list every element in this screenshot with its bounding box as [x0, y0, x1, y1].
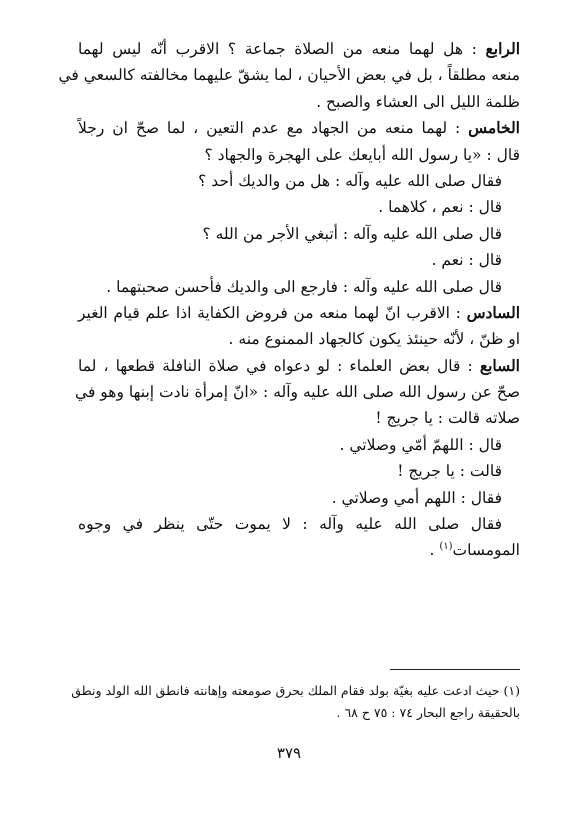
text-span: صلاته قالت : يا جريج ! — [375, 409, 520, 428]
text-span: : قال بعض العلماء : لو دعواه في صلاة النافلة قطعها ، لما — [78, 356, 473, 375]
text-line — [78, 432, 520, 458]
section-heading: الخامس — [468, 118, 520, 138]
text-span: قال صلى الله عليه وآله : أتبغي الأجر من الله ؟ — [202, 224, 502, 243]
page-number: ٣٧٩ — [276, 744, 302, 762]
section-heading: الرابع — [485, 39, 520, 58]
text-line — [78, 326, 520, 352]
text-line — [78, 221, 520, 247]
text-span: منعه مطلقاً ، بل في بعض الأحيان ، لما يشقّ عليهما مخالفته كالسعي في — [58, 66, 520, 85]
text-line — [78, 36, 520, 62]
footnote-line: بالحقيقة راجع البحار ٧٤ : ٧٥ ح ٦٨ . — [336, 705, 520, 720]
text-line — [78, 142, 520, 168]
footnotes — [71, 680, 520, 724]
text-span: قال : اللهمّ أمّي وصلاتي . — [339, 435, 502, 454]
footnote-divider — [390, 669, 520, 670]
text-span: : هل لهما منعه من الصلاة جماعة ؟ الاقرب أنّه ليس لهما — [78, 40, 477, 58]
text-span: فقال صلى الله عليه وآله : هل من والديك أحد ؟ — [198, 171, 502, 190]
text-span: : الاقرب انّ لهما منعه من فروض الكفاية اذا علم قيام الغير — [78, 303, 461, 322]
text-line — [75, 379, 520, 405]
text-line — [78, 458, 520, 484]
text-line — [78, 194, 520, 220]
text-line — [58, 62, 520, 88]
text-line — [78, 353, 520, 379]
text-span: صحّ عن رسول الله صلى الله عليه وآله : «انّ إمرأة نادت إبنها وهو في — [75, 383, 520, 402]
text-line — [78, 168, 520, 194]
text-line — [78, 511, 520, 537]
text-span: قال : نعم . — [431, 251, 502, 270]
footnote-line: (١) حيث ادعت عليه بغيّة بولد فقام الملك بحرق صومعته وإهانته فانطق الله الولد ونطق — [71, 683, 520, 698]
section-heading: السابع — [479, 355, 520, 375]
section-heading: السادس — [466, 302, 520, 322]
text-span: قال : نعم ، كلاهما . — [378, 198, 502, 217]
text-span: قالت : يا جريج ! — [397, 462, 502, 481]
text-line — [78, 537, 520, 563]
text-span: او ظنّ ، لأنّه حينئذ يكون كالجهاد الممنوع منه . — [228, 330, 520, 349]
text-span: قال : «يا رسول الله أبايعك على الهجرة والجهاد ؟ — [204, 145, 520, 164]
text-line — [78, 300, 520, 326]
text-span: : لهما منعه من الجهاد مع عدم التعين ، لما صحّ ان رجلاً — [78, 119, 461, 138]
text-span: فقال صلى الله عليه وآله : لا يموت حتّى ينظر في وجوه — [78, 515, 502, 534]
text-span: فقال : اللهم أمي وصلاتي . — [331, 488, 502, 507]
text-span: قال صلى الله عليه وآله : فارجع الى والديك فأحسن صحبتهما . — [106, 277, 502, 296]
text-line — [78, 89, 520, 115]
text-line — [78, 115, 520, 141]
text-line — [78, 274, 520, 300]
text-line — [78, 485, 520, 511]
text-span: المومسات — [452, 541, 520, 560]
text-line — [78, 405, 520, 431]
footnote-reference[interactable]: (١) — [439, 541, 453, 553]
text-line — [78, 247, 520, 273]
text-span: ظلمة الليل الى العشاء والصبح . — [316, 92, 520, 111]
main-text — [58, 36, 520, 564]
text-span: . — [429, 541, 440, 560]
